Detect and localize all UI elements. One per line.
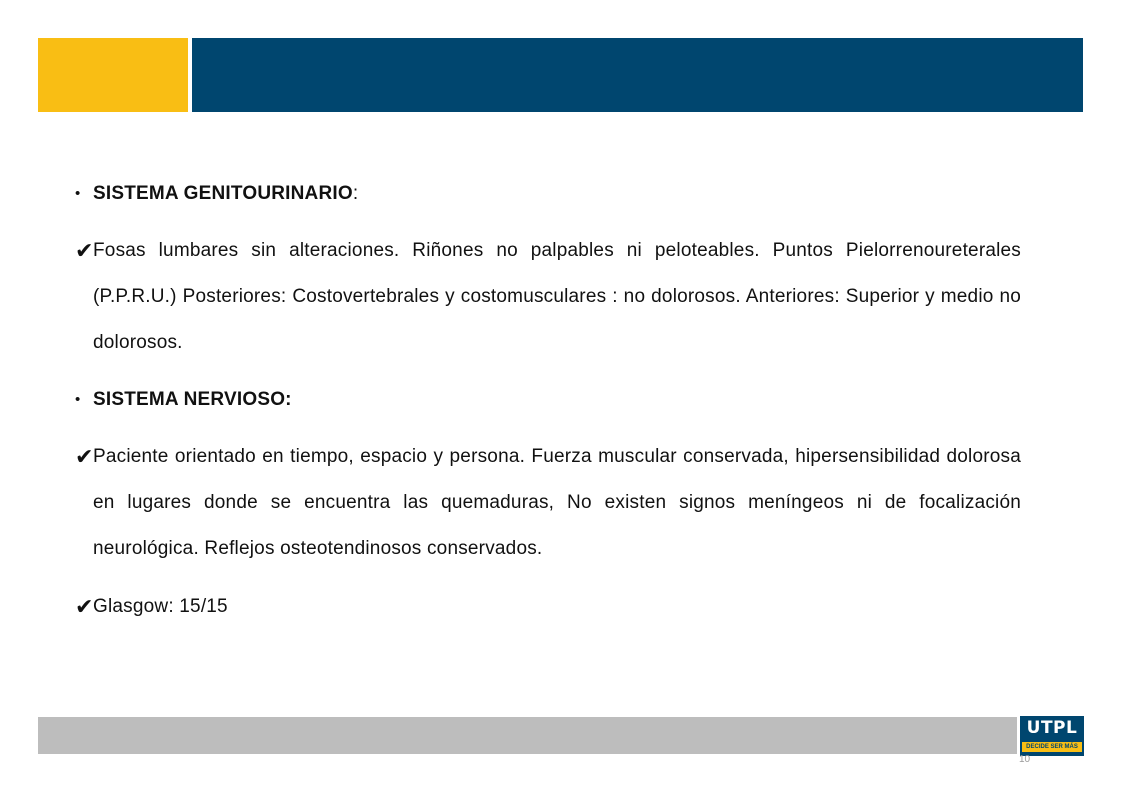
slide-content: [75, 172, 1021, 642]
findings-text: Paciente orientado en tiempo, espacio y persona. Fuerza muscular conservada, hipersensibilidad dolorosa en lugares donde se encuentra las quemaduras, No existen signos meníngeos ni de focalización neurológica. Reflejos osteotendinosos conservados.: [93, 446, 1021, 559]
logo-wordmark: UTPL: [1026, 718, 1078, 738]
glasgow-score-text: Glasgow: 15/15: [93, 596, 228, 617]
section-heading-genitourinario: [75, 172, 1021, 216]
logo-tagline: DECIDE SER MÁS: [1022, 742, 1082, 752]
genitourinario-findings: [75, 228, 1021, 366]
checkmark-icon: ✔: [75, 238, 94, 263]
bullet-icon: •: [75, 391, 81, 408]
page-number: 10: [1019, 754, 1031, 765]
checkmark-icon: ✔: [75, 594, 94, 619]
section-title: SISTEMA NERVIOSO:: [93, 389, 292, 410]
checkmark-icon: ✔: [75, 444, 94, 469]
glasgow-findings: [75, 584, 1021, 630]
findings-text: Fosas lumbares sin alteraciones. Riñones no palpables ni peloteables. Puntos Pielorrenoureterales (P.P.R.U.) Posteriores: Costovertebrales y costomusculares : no dolorosos. Anteriores: Superior y medio no dolorosos.: [93, 240, 1021, 353]
header-accent-block: [38, 38, 188, 112]
header-title-bar: [192, 38, 1083, 112]
bullet-icon: •: [75, 185, 81, 202]
footer-bar: [38, 717, 1017, 754]
nervioso-findings: [75, 434, 1021, 572]
section-heading-nervioso: [75, 378, 1021, 422]
section-title-colon: :: [352, 183, 359, 204]
utpl-logo: [1020, 716, 1084, 756]
section-title: SISTEMA GENITOURINARIO: [93, 183, 353, 204]
